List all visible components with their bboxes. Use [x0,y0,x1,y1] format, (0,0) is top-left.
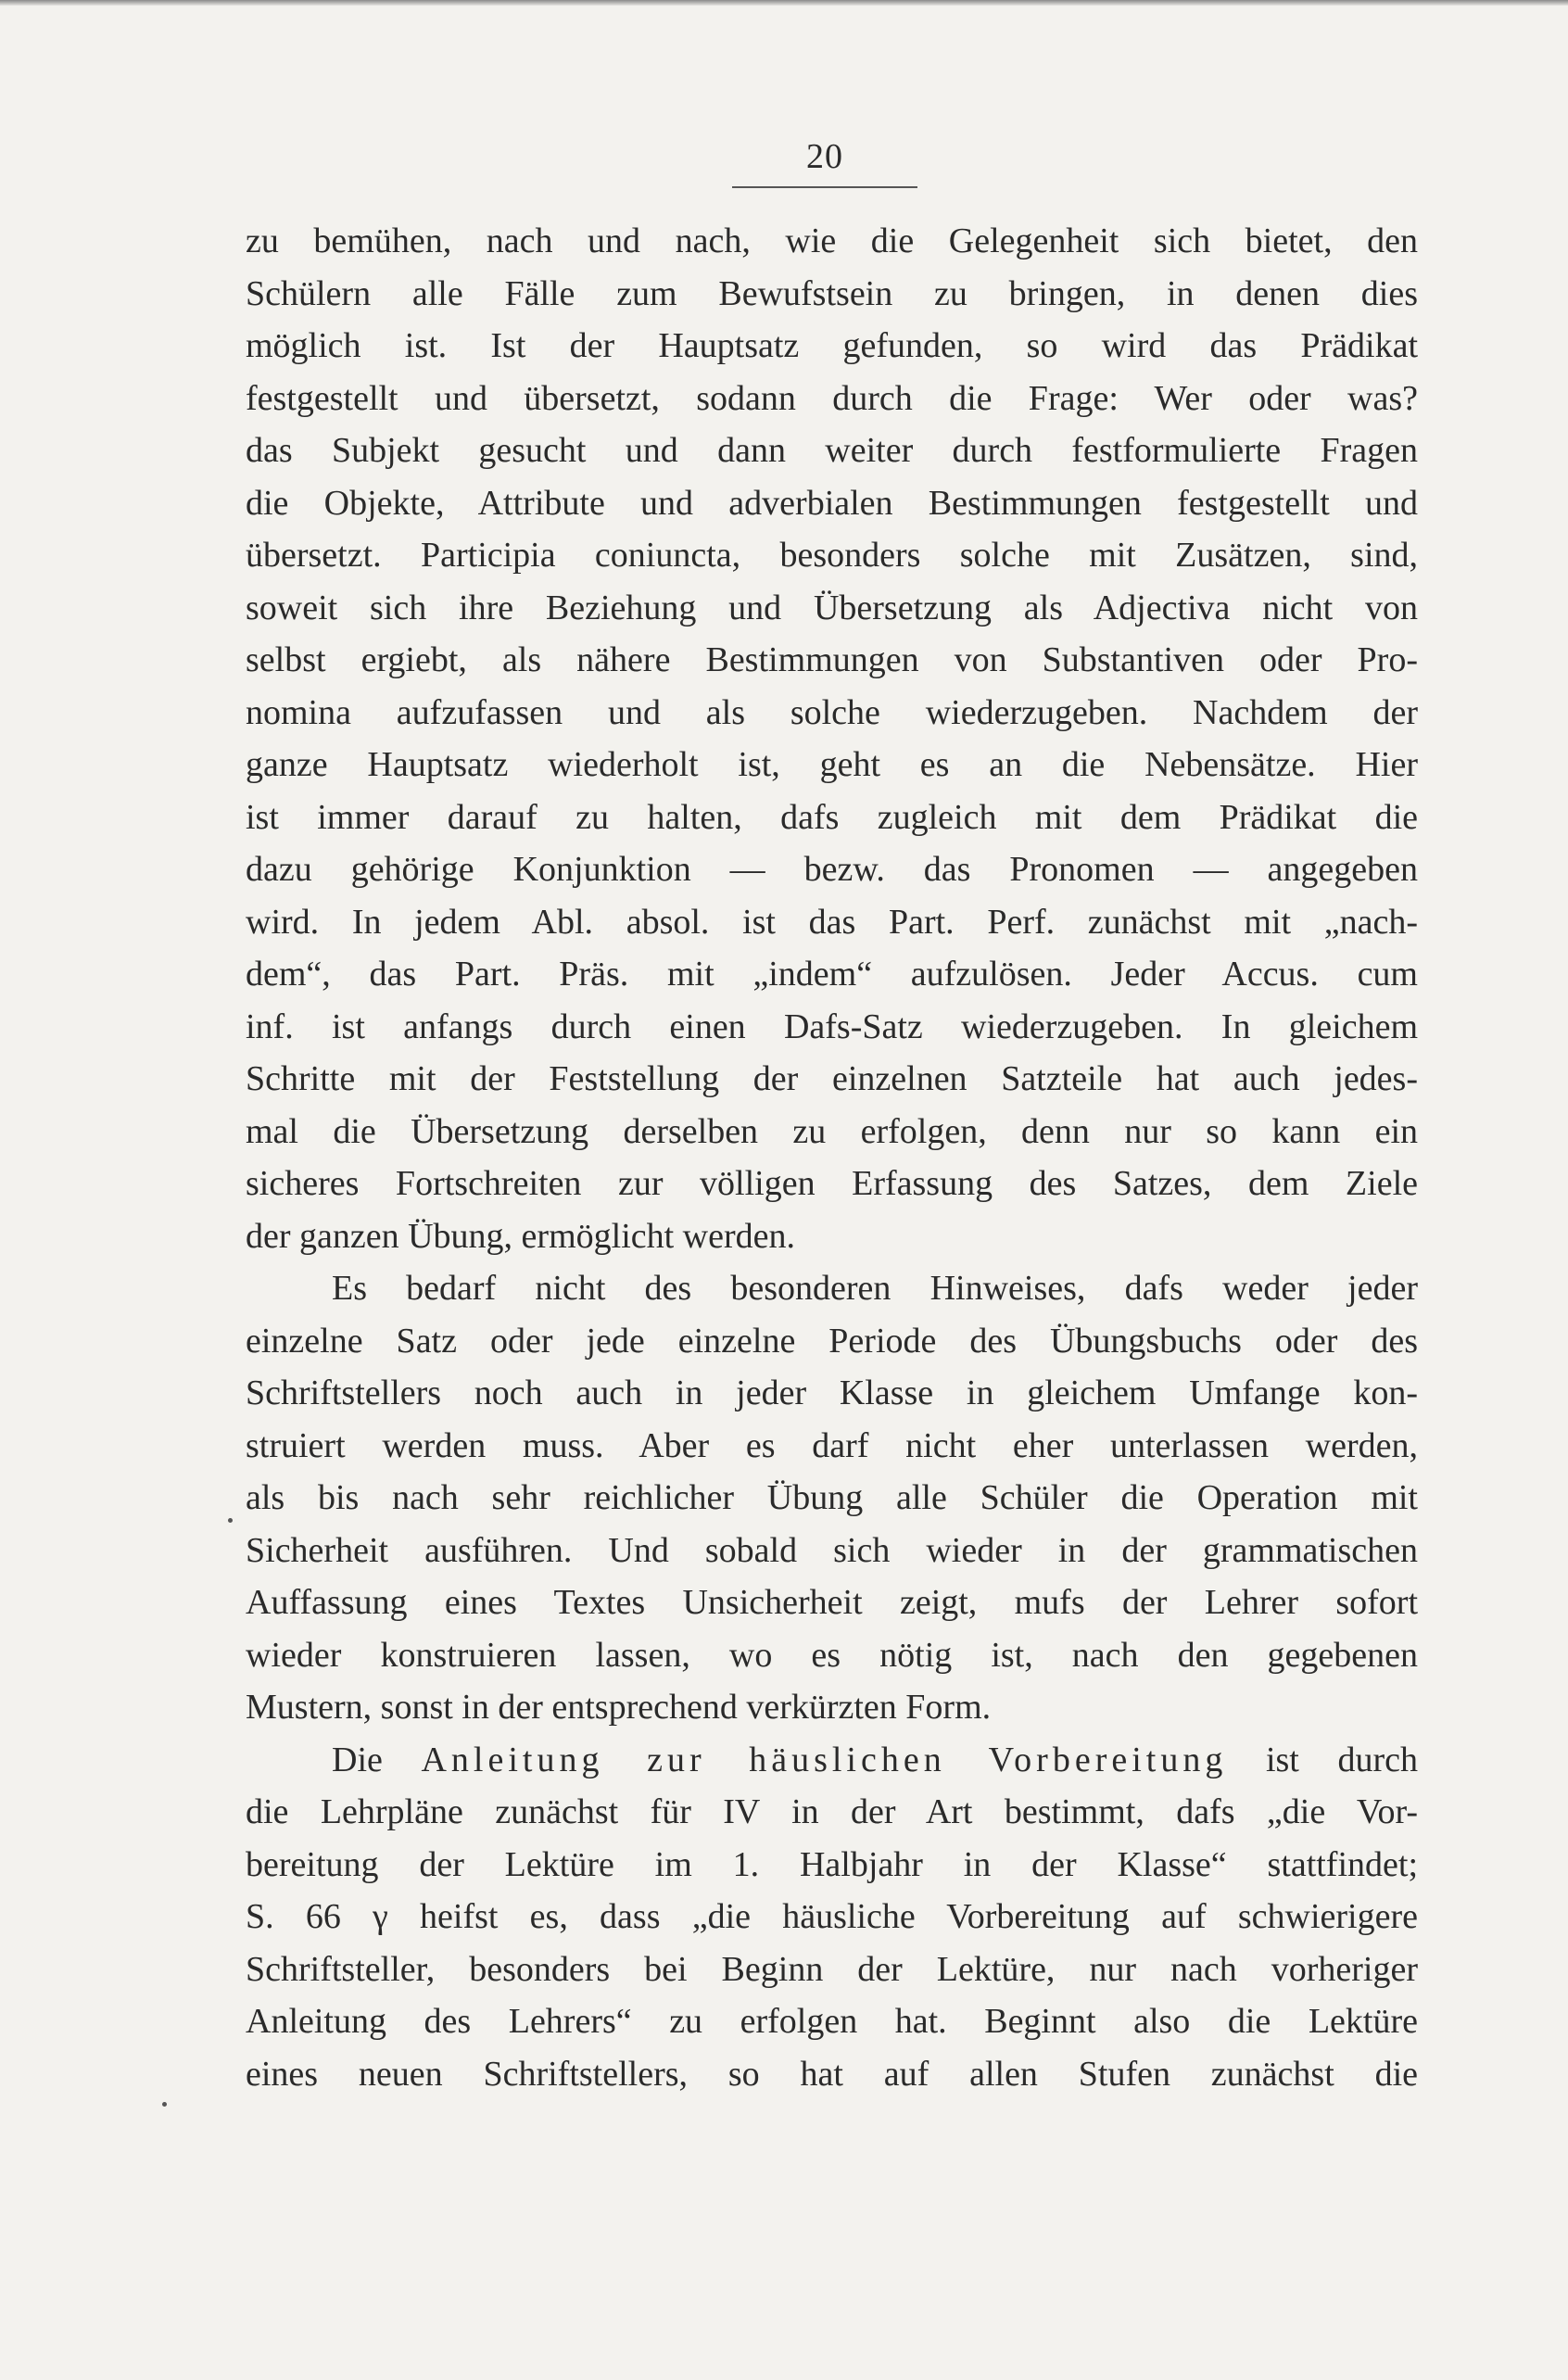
text-line: die Objekte, Attribute und adverbialen Bestimmungen festgestellt und [246,483,1418,523]
text-line: Mustern, sonst in der entsprechend verkürzten Form. [246,1688,992,1727]
page-number: 20 [806,137,843,176]
text-line: möglich ist. Ist der Hauptsatz gefunden, so wird das Prädikat [246,326,1418,365]
text-line: inf. ist anfangs durch einen Dafs-Satz wiederzugeben. In gleichem [246,1006,1418,1046]
text-line: die Lehrpläne zunächst für IV in der Art bestimmt, dafs „die Vor- [246,1792,1418,1831]
text-line: struiert werden muss. Aber es darf nicht eher unterlassen werden, [246,1425,1418,1465]
text-line-emphasis [246,1734,1418,1787]
text-line: soweit sich ihre Beziehung und Übersetzung als Adjectiva nicht von [246,588,1418,627]
text-line: einzelne Satz oder jede einzelne Periode des Übungsbuchs oder des [246,1321,1418,1361]
text-line: wird. In jedem Abl. absol. ist das Part. Perf. zunächst mit „nach- [246,902,1418,942]
text-line: zu bemühen, nach und nach, wie die Gelegenheit sich bietet, den [246,222,1418,260]
text-line: als bis nach sehr reichlicher Übung alle Schüler die Operation mit [246,1478,1418,1517]
text-line: ist immer darauf zu halten, dafs zugleich mit dem Prädikat die [246,797,1418,837]
text-line: Schritte mit der Feststellung der einzelnen Satzteile hat auch jedes- [246,1059,1418,1098]
margin-speck [228,1518,233,1523]
text-line: dazu gehörige Konjunktion — bezw. das Pronomen — angegeben [246,850,1418,889]
body-text [246,215,1418,2100]
text-line: wieder konstruieren lassen, wo es nötig ist, nach den gegebenen [246,1635,1418,1675]
text-line: nomina aufzufassen und als solche wiederzugeben. Nachdem der [246,692,1418,732]
line-end: ist durch [1227,1740,1418,1779]
text-line: Sicherheit ausführen. Und sobald sich wieder in der grammatischen [246,1530,1418,1570]
text-line: Schriftsteller, besonders bei Beginn der Lektüre, nur nach vorheriger [246,1949,1418,1989]
text-line: mal die Übersetzung derselben zu erfolgen, denn nur so kann ein [246,1111,1418,1151]
text-line: das Subjekt gesucht und dann weiter durch festformulierte Fragen [246,431,1418,470]
spaced-emphasis: Anleitung zur häuslichen Vorbereitung [421,1740,1228,1779]
text-line: selbst ergiebt, als nähere Bestimmungen von Substantiven oder Pro- [246,640,1418,679]
scan-top-edge [0,0,1568,6]
text-line: S. 66 γ heifst es, dass „die häusliche Vorbereitung auf schwierigere [246,1897,1418,1936]
page-number-rule [732,186,917,188]
text-line: festgestellt und übersetzt, sodann durch die Frage: Wer oder was? [246,378,1418,418]
line-start: Die [332,1740,422,1779]
text-line: der ganzen Übung, ermöglicht werden. [246,1216,796,1256]
text-line: übersetzt. Participia coniuncta, besonders solche mit Zusätzen, sind, [246,536,1418,575]
text-line: Auffassung eines Textes Unsicherheit zeigt, mufs der Lehrer sofort [246,1583,1418,1622]
text-line: eines neuen Schriftstellers, so hat auf allen Stufen zunächst die [246,2054,1418,2094]
text-line: sicheres Fortschreiten zur völligen Erfassung des Satzes, dem Ziele [246,1164,1418,1203]
text-line: bereitung der Lektüre im 1. Halbjahr in der Klasse“ stattfindet; [246,1844,1418,1884]
text-line: Es bedarf nicht des besonderen Hinweises, dafs weder jeder [332,1269,1418,1308]
text-line: ganze Hauptsatz wiederholt ist, geht es an die Nebensätze. Hier [246,745,1418,784]
text-line: Anleitung des Lehrers“ zu erfolgen hat. Beginnt also die Lektüre [246,2002,1418,2041]
margin-speck [162,2102,167,2107]
text-line: Schriftstellers noch auch in jeder Klasse in gleichem Umfange kon- [246,1374,1418,1412]
text-line: Schülern alle Fälle zum Bewufstsein zu bringen, in denen dies [246,273,1418,313]
text-line: dem“, das Part. Präs. mit „indem“ aufzulösen. Jeder Accus. cum [246,955,1418,994]
